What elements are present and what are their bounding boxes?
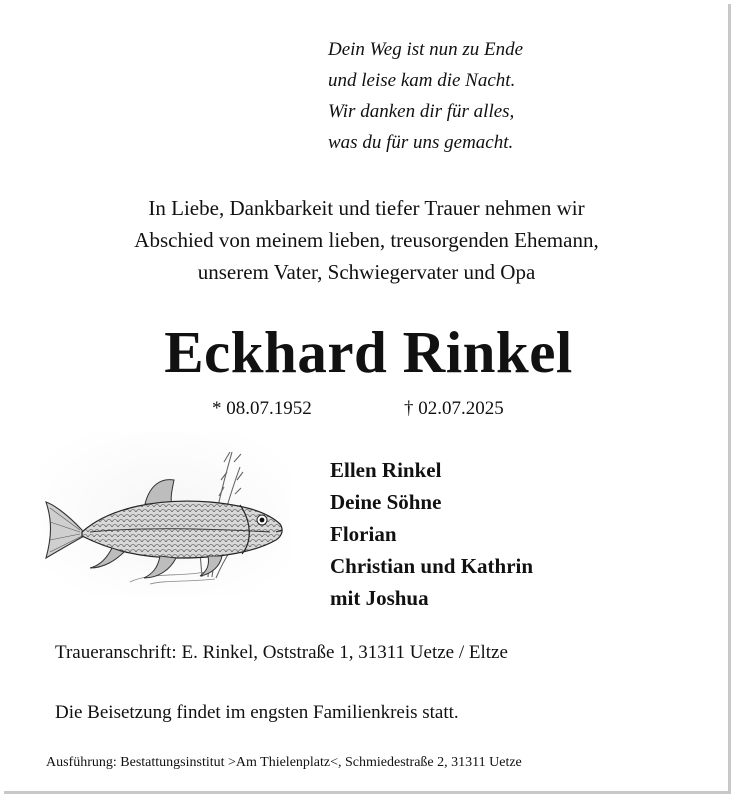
family-member: Deine Söhne [330, 490, 442, 514]
poem-line: Wir danken dir für alles, [328, 101, 515, 122]
intro-text [0, 192, 733, 288]
poem [328, 34, 523, 158]
funeral-home-footer: Ausführung: Bestattungsinstitut >Am Thielenplatz<, Schmiedestraße 2, 31311 Uetze [46, 755, 522, 770]
family-member: Ellen Rinkel [330, 458, 442, 482]
family-member: Florian [330, 522, 397, 546]
birth-date: * 08.07.1952 [212, 398, 312, 419]
poem-line: was du für uns gemacht. [328, 132, 514, 153]
burial-note: Die Beisetzung findet im engsten Familienkreis statt. [55, 702, 459, 723]
family-member: mit Joshua [330, 586, 429, 610]
poem-line: und leise kam die Nacht. [328, 70, 516, 91]
poem-line: Dein Weg ist nun zu Ende [328, 39, 524, 60]
mourning-address: Traueranschrift: E. Rinkel, Oststraße 1, 31311 Uetze / Eltze [55, 642, 508, 663]
intro-line: Abschied von meinem lieben, treusorgenden Ehemann, [134, 228, 599, 252]
intro-line: In Liebe, Dankbarkeit und tiefer Trauer nehmen wir [148, 196, 585, 220]
deceased-name: Eckhard Rinkel [164, 319, 573, 385]
fish-illustration-icon [40, 432, 290, 597]
family-list [330, 454, 533, 614]
intro-line: unserem Vater, Schwiegervater und Opa [197, 260, 536, 284]
death-date: † 02.07.2025 [404, 398, 504, 419]
family-member: Christian und Kathrin [330, 554, 534, 578]
